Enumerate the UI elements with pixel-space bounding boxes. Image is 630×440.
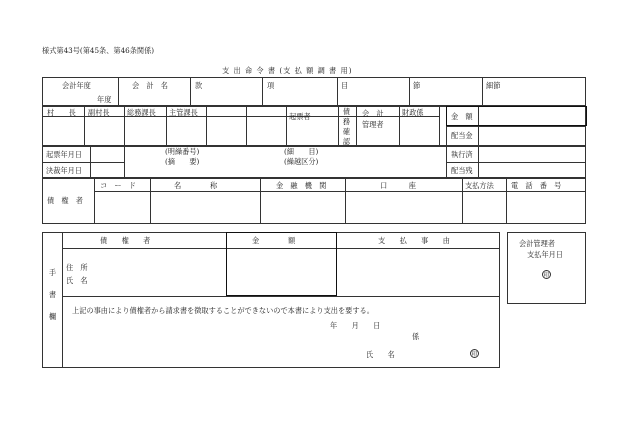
- signer-label: 氏 名: [366, 350, 395, 359]
- address-label: 住 所: [66, 263, 88, 272]
- carryover-no-label: (明繰番号): [165, 147, 200, 156]
- hw-creditor-header: 債 権 者: [100, 236, 151, 245]
- phone-header: 電 話 番 号: [511, 181, 562, 190]
- kou-label: 項: [267, 81, 275, 90]
- drafter-label: 起票者: [289, 112, 311, 121]
- general-affairs-label: 総務課長: [127, 108, 156, 117]
- village-head-label: 村 長: [47, 108, 76, 117]
- signer-seal-icon: 印: [471, 351, 478, 358]
- paid-date-label: 支払年月日: [527, 250, 563, 259]
- debt-confirm-label: 債務確認: [342, 107, 351, 146]
- accountant-title: 会計管理者: [519, 239, 555, 248]
- remaining-label: 配当残: [451, 166, 473, 175]
- finance-label: 財政係: [402, 108, 424, 117]
- staff-label: 係: [412, 332, 420, 341]
- subitem-label: (細 目): [284, 147, 319, 156]
- name-header: 名 称: [174, 181, 218, 190]
- bank-header: 金 融 機 関: [276, 181, 327, 190]
- pay-method-header: 支払方法: [465, 181, 494, 190]
- accountant-seal-icon: 印: [543, 272, 550, 279]
- moku-label: 目: [341, 81, 349, 90]
- hw-amount-header: 金 額: [252, 236, 296, 245]
- accountant-label: 会 計 管理者: [362, 109, 384, 129]
- fiscal-year-label: 会計年度: [62, 81, 91, 90]
- setsu-label: 節: [413, 81, 421, 90]
- name-label: 氏 名: [66, 276, 88, 285]
- form-number: 様式第43号(第45条、第46条関係): [42, 46, 155, 55]
- form-title: 支 出 命 令 書 (支 払 額 調 書 用): [222, 66, 353, 75]
- draft-date-label: 起票年月日: [46, 150, 82, 159]
- allocated-label: 配当金: [451, 131, 473, 140]
- section-head-label: 主管課長: [169, 108, 198, 117]
- code-header: コ ー ド: [100, 181, 136, 190]
- handwritten-side-label: 手書欄: [48, 268, 57, 321]
- carryover-type-label: (繰越区分): [284, 157, 319, 166]
- decision-date-label: 決裁年月日: [46, 166, 82, 175]
- summary-label: (摘 要): [165, 157, 200, 166]
- account-header: 口 座: [380, 181, 416, 190]
- statement-text: 上記の事由により債権者から請求書を徴取することができないので本書により支出を要する。: [72, 306, 374, 315]
- date-line: 年 月 日: [330, 321, 381, 330]
- deputy-head-label: 副村長: [88, 108, 110, 117]
- kan-label: 款: [195, 81, 203, 90]
- saimoku-label: 細節: [486, 81, 501, 90]
- amount-label: 金 額: [451, 112, 473, 121]
- account-row: [42, 77, 586, 106]
- year-label: 年度: [97, 95, 112, 104]
- hw-reason-header: 支 払 事 由: [378, 236, 450, 245]
- account-name-label: 会 計 名: [132, 81, 168, 90]
- executed-label: 執行済: [451, 150, 473, 159]
- creditor-label: 債 権 者: [47, 196, 83, 205]
